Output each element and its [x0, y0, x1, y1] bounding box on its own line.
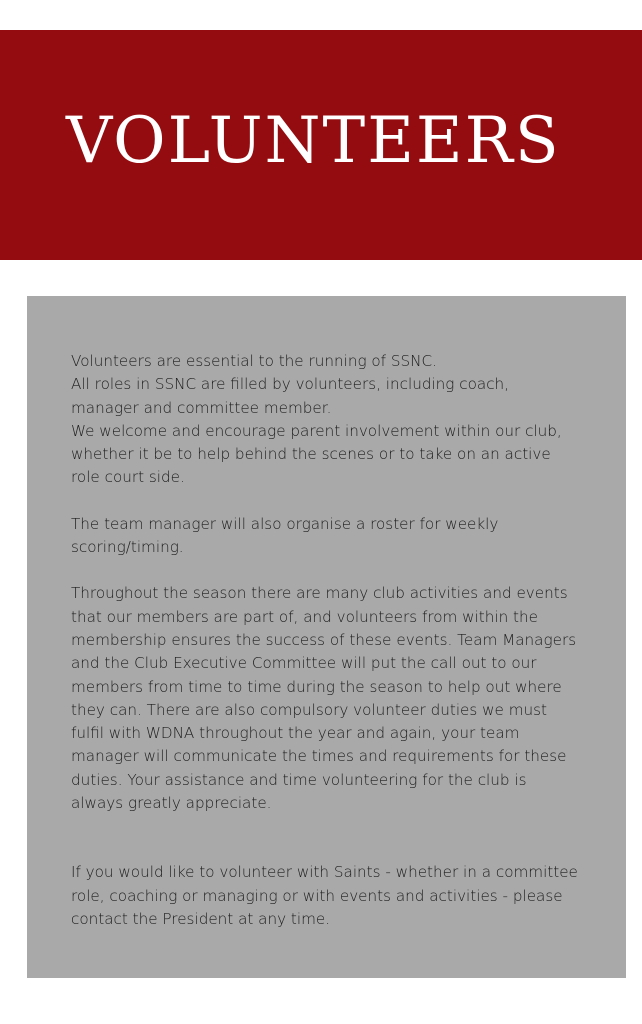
intro-line: All roles in SSNC are filled by volunteers, including coach, manager and committee member.: [71, 375, 509, 417]
intro-line: We welcome and encourage parent involvement within our club, whether it be to help behind the scenes or to take on an active role court side.: [71, 421, 562, 487]
page-title: VOLUNTEERS: [66, 104, 561, 178]
intro-line: Volunteers are essential to the running of SSNC.: [71, 352, 437, 370]
roster-paragraph: The team manager will also organise a roster for weekly scoring/timing.: [71, 514, 499, 557]
intro-paragraph: [71, 350, 581, 490]
contact-paragraph: If you would like to volunteer with Saints - whether in a committee role, coaching or managing or with events and activities - please contact the President at any time.: [71, 863, 578, 928]
events-paragraph: Throughout the season there are many club activities and events that our members are part of, and volunteers from within the membership ensures the success of these events. Team Managers and the Club Executive Committee will put the call out to our members from time to time during the season to help out where they can. There are also compulsory volunteer duties we must fulfil with WDNA throughout the year and again, your team manager will communicate the times and requirements for these duties. Your assistance and time volunteering for the club is always greatly appreciate.: [71, 584, 577, 813]
content-text: [71, 350, 581, 931]
